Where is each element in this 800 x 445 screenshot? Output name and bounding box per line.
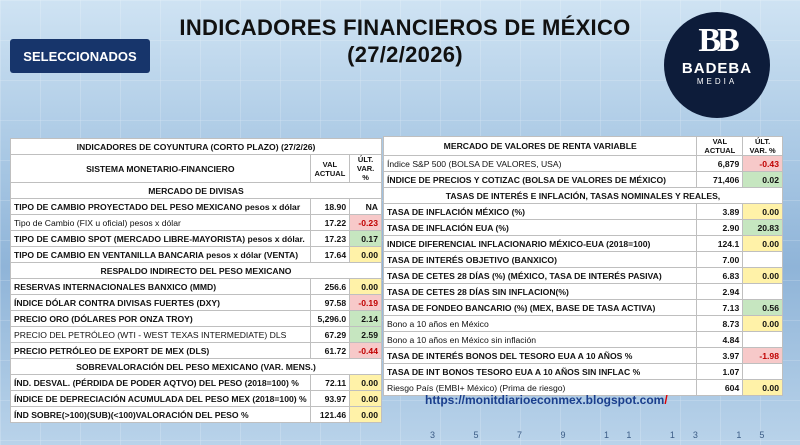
- indicator-change: 0.56: [743, 300, 783, 316]
- indicator-change: 0.00: [350, 375, 382, 391]
- table-row: [384, 268, 783, 284]
- indicator-change: [743, 364, 783, 380]
- blog-url-slash: /: [664, 393, 668, 407]
- page-title-date: (27/2/2026): [347, 42, 463, 67]
- indicator-label: Índice S&P 500 (BOLSA DE VALORES, USA): [384, 156, 697, 172]
- indicator-value: 121.46: [310, 407, 349, 423]
- indicator-value: 71,406: [697, 172, 743, 188]
- table-row: [384, 364, 783, 380]
- table-row: [11, 247, 382, 263]
- logo-brand: BADEBA: [681, 60, 753, 77]
- page-title: [150, 14, 660, 68]
- table-row: [384, 204, 783, 220]
- indicator-label: ÍNDICE DE PRECIOS Y COTIZAC (BOLSA DE VALORES DE MÉXICO): [384, 172, 697, 188]
- indicator-label: PRECIO PETRÓLEO DE EXPORT DE MEX (DLS): [11, 343, 311, 359]
- table-row: [11, 295, 382, 311]
- table-row: [384, 284, 783, 300]
- background-axis-ticks: 3 5 7 9 11 13 15: [430, 430, 783, 440]
- indicator-change: 2.14: [350, 311, 382, 327]
- indicator-label: TASA DE CETES 28 DÍAS (%) (MÉXICO, TASA DE INTERÉS PASIVA): [384, 268, 697, 284]
- indicator-label: PRECIO ORO (DÓLARES POR ONZA TROY): [11, 311, 311, 327]
- indicator-value: 67.29: [310, 327, 349, 343]
- badeba-logo: [664, 12, 770, 118]
- left-col-val: VAL ACTUAL: [310, 155, 349, 183]
- indicator-label: TIPO DE CAMBIO PROYECTADO DEL PESO MEXICANO pesos x dólar: [11, 199, 311, 215]
- variable-income-table: [383, 136, 783, 396]
- indicator-change: [743, 284, 783, 300]
- table-row: [11, 279, 382, 295]
- indicator-change: 0.00: [743, 236, 783, 252]
- table-row: [11, 231, 382, 247]
- indicator-value: 97.58: [310, 295, 349, 311]
- section-row: [384, 188, 783, 204]
- indicator-label: TASA DE INTERÉS BONOS DEL TESORO EUA A 10 AÑOS %: [384, 348, 697, 364]
- indicator-change: 0.17: [350, 231, 382, 247]
- indicator-label: TIPO DE CAMBIO EN VENTANILLA BANCARIA pesos x dólar (VENTA): [11, 247, 311, 263]
- table-row: [384, 348, 783, 364]
- table-row: [11, 199, 382, 215]
- indicator-change: 20.83: [743, 220, 783, 236]
- indicator-label: ÍND SOBRE(>100)(SUB)(<100)VALORACIÓN DEL PESO %: [11, 407, 311, 423]
- table-row: [11, 311, 382, 327]
- table-row: [384, 220, 783, 236]
- table-row: [11, 391, 382, 407]
- table-row: [384, 252, 783, 268]
- section-row: [11, 183, 382, 199]
- table-row: [11, 215, 382, 231]
- section-row: [11, 359, 382, 375]
- logo-sub: MEDIA: [696, 77, 738, 86]
- short-term-indicators-table: [10, 138, 382, 423]
- table-row: [11, 327, 382, 343]
- indicator-value: 18.90: [310, 199, 349, 215]
- indicator-change: 0.00: [743, 204, 783, 220]
- indicator-label: TASA DE INT BONOS TESORO EUA A 10 AÑOS SIN INFLAC %: [384, 364, 697, 380]
- indicator-label: INDICE DIFERENCIAL INFLACIONARIO MÉXICO-EUA (2018=100): [384, 236, 697, 252]
- indicator-value: 5,296.0: [310, 311, 349, 327]
- indicator-value: 7.00: [697, 252, 743, 268]
- indicator-value: 6.83: [697, 268, 743, 284]
- indicator-value: 256.6: [310, 279, 349, 295]
- selected-badge: SELECCIONADOS: [10, 39, 150, 73]
- indicator-change: -0.44: [350, 343, 382, 359]
- indicator-label: Riesgo País (EMBI+ México) (Prima de riesgo): [384, 380, 697, 396]
- indicator-label: TIPO DE CAMBIO SPOT (MERCADO LIBRE-MAYORISTA) pesos x dólar.: [11, 231, 311, 247]
- table-row: [384, 316, 783, 332]
- indicator-value: 7.13: [697, 300, 743, 316]
- indicator-value: 3.97: [697, 348, 743, 364]
- indicator-label: RESERVAS INTERNACIONALES BANXICO (MMD): [11, 279, 311, 295]
- section-label: TASAS DE INTERÉS E INFLACIÓN, TASAS NOMINALES Y REALES,: [384, 188, 783, 204]
- indicator-value: 124.1: [697, 236, 743, 252]
- right-table-title: MERCADO DE VALORES DE RENTA VARIABLE: [384, 137, 697, 156]
- indicator-value: 72.11: [310, 375, 349, 391]
- indicator-value: 604: [697, 380, 743, 396]
- indicator-change: 0.02: [743, 172, 783, 188]
- indicator-label: ÍNDICE DÓLAR CONTRA DIVISAS FUERTES (DXY): [11, 295, 311, 311]
- indicator-label: TASA DE FONDEO BANCARIO (%) (MEX, BASE DE TASA ACTIVA): [384, 300, 697, 316]
- section-label: RESPALDO INDIRECTO DEL PESO MEXICANO: [11, 263, 382, 279]
- left-section-header: SISTEMA MONETARIO-FINANCIERO: [11, 155, 311, 183]
- left-table-body: [11, 183, 382, 423]
- indicator-change: 0.00: [350, 279, 382, 295]
- table-row: [384, 156, 783, 172]
- table-row: [384, 332, 783, 348]
- table-row: [11, 343, 382, 359]
- section-label: SOBREVALORACIÓN DEL PESO MEXICANO (VAR. MENS.): [11, 359, 382, 375]
- indicator-label: ÍNDICE DE DEPRECIACIÓN ACUMULADA DEL PESO MEX (2018=100) %: [11, 391, 311, 407]
- indicator-label: TASA DE CETES 28 DÍAS SIN INFLACION(%): [384, 284, 697, 300]
- indicator-value: 17.23: [310, 231, 349, 247]
- page-title-line1: INDICADORES FINANCIEROS DE MÉXICO: [179, 15, 631, 40]
- table-row: [384, 300, 783, 316]
- indicator-value: 61.72: [310, 343, 349, 359]
- indicator-label: TASA DE INFLACIÓN MÉXICO (%): [384, 204, 697, 220]
- table-row: [11, 407, 382, 423]
- indicator-change: NA: [350, 199, 382, 215]
- indicator-value: 1.07: [697, 364, 743, 380]
- table-row: [384, 236, 783, 252]
- indicator-change: 0.00: [350, 391, 382, 407]
- indicator-change: 0.00: [350, 407, 382, 423]
- right-table-body: [384, 156, 783, 396]
- indicator-label: Bono a 10 años en México: [384, 316, 697, 332]
- left-table-title: INDICADORES DE COYUNTURA (CORTO PLAZO) (27/2/26): [11, 139, 382, 155]
- indicator-label: Tipo de Cambio (FIX u oficial) pesos x dólar: [11, 215, 311, 231]
- section-row: [11, 263, 382, 279]
- right-col-val: VAL ACTUAL: [697, 137, 743, 156]
- indicator-label: PRECIO DEL PETRÓLEO (WTI - WEST TEXAS INTERMEDIATE) DLS: [11, 327, 311, 343]
- indicator-value: 2.94: [697, 284, 743, 300]
- indicator-change: [743, 252, 783, 268]
- section-label: MERCADO DE DIVISAS: [11, 183, 382, 199]
- indicator-value: 17.64: [310, 247, 349, 263]
- indicator-label: TASA DE INFLACIÓN EUA (%): [384, 220, 697, 236]
- indicator-value: 3.89: [697, 204, 743, 220]
- left-col-var: ÚLT. VAR. %: [350, 155, 382, 183]
- indicator-change: 0.00: [743, 268, 783, 284]
- indicator-change: [743, 332, 783, 348]
- indicator-change: 0.00: [743, 380, 783, 396]
- right-col-var: ÚLT. VAR. %: [743, 137, 783, 156]
- blog-link[interactable]: [425, 393, 668, 407]
- indicator-change: -0.43: [743, 156, 783, 172]
- indicator-value: 93.97: [310, 391, 349, 407]
- indicator-change: -0.19: [350, 295, 382, 311]
- indicator-change: -0.23: [350, 215, 382, 231]
- logo-mark: BB: [698, 22, 736, 59]
- blog-url[interactable]: https://monitdiarioeconmex.blogspot.com: [425, 393, 665, 407]
- indicator-change: -1.98: [743, 348, 783, 364]
- indicator-value: 6,879: [697, 156, 743, 172]
- indicator-value: 4.84: [697, 332, 743, 348]
- indicator-label: TASA DE INTERÉS OBJETIVO (BANXICO): [384, 252, 697, 268]
- indicator-value: 8.73: [697, 316, 743, 332]
- indicator-change: 2.59: [350, 327, 382, 343]
- table-row: [384, 172, 783, 188]
- indicator-change: 0.00: [350, 247, 382, 263]
- indicator-value: 2.90: [697, 220, 743, 236]
- indicator-change: 0.00: [743, 316, 783, 332]
- table-row: [11, 375, 382, 391]
- indicator-label: Bono a 10 años en México sin inflación: [384, 332, 697, 348]
- indicator-value: 17.22: [310, 215, 349, 231]
- indicator-label: ÍND. DESVAL. (PÉRDIDA DE PODER AQTVO) DEL PESO (2018=100) %: [11, 375, 311, 391]
